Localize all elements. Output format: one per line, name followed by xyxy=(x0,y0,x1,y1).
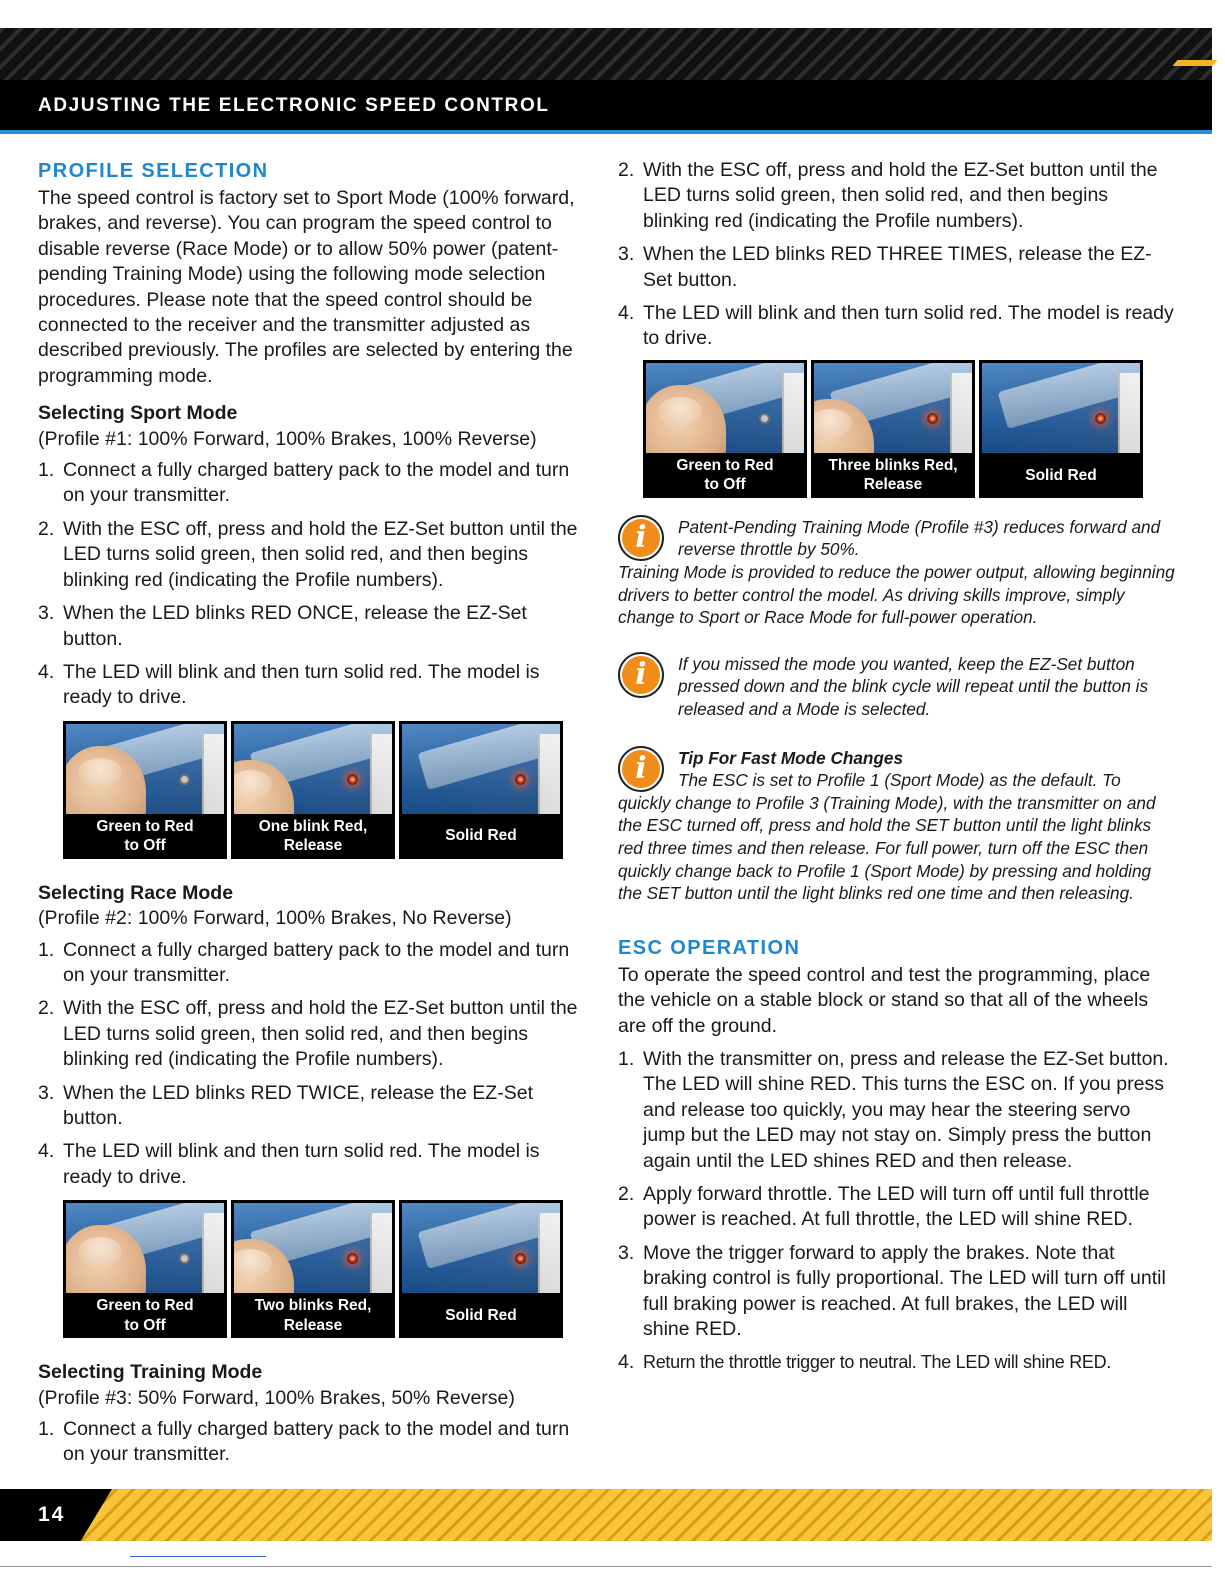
esc-intro-paragraph: To operate the speed control and test the programming, place the vehicle on a stable block or stand so that all of the wheels are off the ground. xyxy=(618,963,1151,1037)
list-item: 2. With the ESC off, press and hold the EZ-Set button until the LED turns solid green, then solid red, and then begins blinking red (indicating the Profile numbers). xyxy=(618,159,1158,232)
list-item: 2. Apply forward throttle. The LED will turn off until full throttle power is reached. At full throttle, the LED will shine RED. xyxy=(618,1183,1150,1231)
info-icon: i xyxy=(618,515,664,561)
training-mode-steps xyxy=(38,1417,586,1468)
esc-operation-steps xyxy=(618,1047,1178,1376)
race-mode-heading: Selecting Race Mode xyxy=(38,881,234,904)
list-item: 1. Connect a fully charged battery pack to the model and turn on your transmitter. xyxy=(38,938,570,986)
esc-photo-solid-red xyxy=(399,1200,563,1338)
photo-caption: Two blinks Red, Release xyxy=(254,1297,372,1334)
list-item: 3. When the LED blinks RED ONCE, release the EZ-Set button. xyxy=(38,602,527,650)
sport-mode-steps xyxy=(38,458,586,711)
list-item: 1. Connect a fully charged battery pack to the model and turn on your transmitter. xyxy=(38,1418,570,1466)
sport-mode-heading: Selecting Sport Mode xyxy=(38,402,238,425)
tip-title: Tip For Fast Mode Changes xyxy=(678,747,904,768)
info-icon: i xyxy=(618,652,664,698)
esc-photo-blink xyxy=(811,360,975,498)
list-item: 2. With the ESC off, press and hold the EZ-Set button until the LED turns solid green, then solid red, and then begins blinking red (indicating the Profile numbers). xyxy=(38,997,578,1071)
header-accent xyxy=(1172,60,1217,66)
esc-photo-blink xyxy=(231,1200,395,1338)
list-item: 2. With the ESC off, press and hold the EZ-Set button until the LED turns solid green, then solid red, and then begins blinking red (indicating the Profile numbers). xyxy=(38,517,578,591)
photo-caption: Solid Red xyxy=(445,827,517,845)
section-title-profile-selection: PROFILE SELECTION xyxy=(38,160,269,182)
race-mode-steps xyxy=(38,938,586,1191)
esc-photo-solid-red xyxy=(399,721,563,859)
photo-caption: Green to Red to Off xyxy=(96,817,194,855)
footer-link-underline xyxy=(130,1556,266,1557)
list-item: 4. The LED will blink and then turn solid red. The model is ready to drive. xyxy=(38,1140,540,1188)
list-item: 1. With the transmitter on, press and release the EZ-Set button. The LED will shine RED. This turns the ESC on. If you press and release too quickly, you may hear the steering servo jump but the LED may not stay on. Simply press the button again until the LED shines RED and then release. xyxy=(618,1047,1169,1172)
photo-caption: Three blinks Red, Release xyxy=(828,456,958,494)
esc-photo-finger-press xyxy=(643,360,807,498)
right-column xyxy=(618,158,1178,1384)
page-title: ADJUSTING THE ELECTRONIC SPEED CONTROL xyxy=(38,95,550,116)
sport-mode-profile: (Profile #1: 100% Forward, 100% Brakes, 100% Reverse) xyxy=(38,427,537,450)
list-item: 3. When the LED blinks RED TWICE, release the EZ-Set button. xyxy=(38,1081,533,1129)
photo-caption: Green to Red to Off xyxy=(676,456,774,494)
list-item: 4. The LED will blink and then turn solid red. The model is ready to drive. xyxy=(38,660,540,709)
page-number: 14 xyxy=(38,1503,66,1526)
section-title-esc-operation: ESC OPERATION xyxy=(618,936,801,959)
list-item: 4. Return the throttle trigger to neutral. The LED will shine RED. xyxy=(618,1351,1111,1374)
footer-stripe-band xyxy=(0,1489,1212,1541)
sport-mode-photos xyxy=(63,721,586,859)
photo-caption: Solid Red xyxy=(1025,466,1097,484)
training-mode-steps-continued xyxy=(618,158,1178,352)
photo-caption: Solid Red xyxy=(445,1306,517,1324)
photo-caption: One blink Red, Release xyxy=(258,817,368,855)
training-mode-photos xyxy=(643,360,1178,498)
note-missed-mode: i If you missed the mode you wanted, keep the EZ-Set button pressed down and the blink cycle will repeat until the button is released and a Mode is selected. xyxy=(618,653,1178,721)
esc-photo-finger-press xyxy=(63,1200,227,1338)
race-mode-photos xyxy=(63,1200,586,1338)
list-item: 1. Connect a fully charged battery pack to the model and turn on your transmitter. xyxy=(38,459,570,507)
list-item: 3. When the LED blinks RED THREE TIMES, release the EZ-Set button. xyxy=(618,243,1152,291)
info-icon: i xyxy=(618,746,664,792)
esc-photo-finger-press xyxy=(63,721,227,859)
list-item: 3. Move the trigger forward to apply the brakes. Note that braking control is fully proportional. The LED will turn off until full braking power is reached. At full brakes, the LED will shine RED. xyxy=(618,1241,1166,1341)
training-mode-heading: Selecting Training Mode xyxy=(38,1361,263,1384)
training-mode-profile: (Profile #3: 50% Forward, 100% Brakes, 50% Reverse) xyxy=(38,1386,515,1409)
esc-photo-blink xyxy=(231,721,395,859)
profile-intro-paragraph: The speed control is factory set to Sport Mode (100% forward, brakes, and reverse). You can program the speed control to disable reverse (Race Mode) or to allow 50% power (patent-pending Training Mode) using the following mode selection procedures. Please note that the speed control should be connected to the receiver and the transmitter adjusted as described previously. The profiles are selected by entering the programming mode. xyxy=(38,187,575,387)
race-mode-profile: (Profile #2: 100% Forward, 100% Brakes, No Reverse) xyxy=(38,907,512,930)
photo-caption: Green to Red to Off xyxy=(96,1297,194,1334)
note-training-mode: i Patent-Pending Training Mode (Profile #3) reduces forward and reverse throttle by 50%. Training Mode is provided to reduce the power output, allowing beginning drivers to better control the model. As driving skills improve, simply change to Sport or Race Mode for full-power operation. xyxy=(618,516,1175,628)
list-item: 4. The LED will blink and then turn solid red. The model is ready to drive. xyxy=(618,302,1174,350)
left-column xyxy=(38,158,586,1476)
esc-photo-solid-red xyxy=(979,360,1143,498)
header-stripe-band xyxy=(0,28,1212,80)
note-fast-mode-tip: i Tip For Fast Mode Changes The ESC is set to Profile 1 (Sport Mode) as the default. To quickly change to Profile 3 (Training Mode), with the transmitter on and the ESC turned off, press and hold the SET button until the light blinks red three times and then release. For full power, turn off the ESC then quickly change back to Profile 1 (Sport Mode) by pressing and holding the SET button until the light blinks red one time and then releasing. xyxy=(618,747,1156,904)
footer-rule xyxy=(0,1566,1212,1567)
